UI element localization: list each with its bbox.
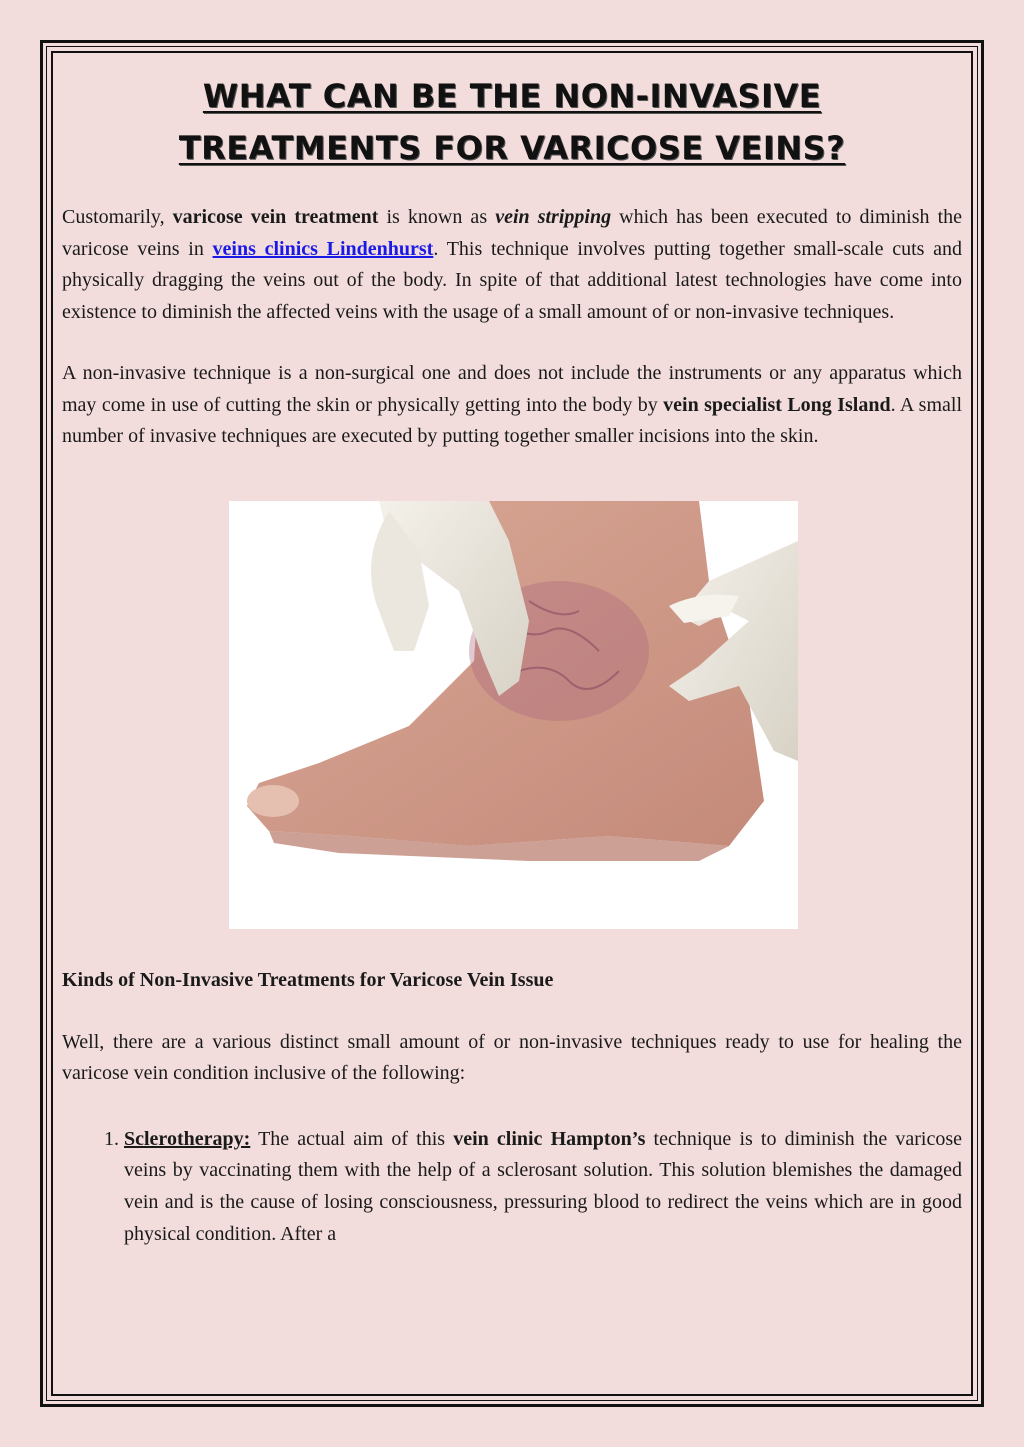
title-line-2: TREATMENTS FOR VARICOSE VEINS? bbox=[178, 129, 846, 167]
list-intro-paragraph: Well, there are a various distinct small amount of or non-invasive techniques ready to use for healing the varicose vein condition inclusive of the following: bbox=[62, 1030, 962, 1084]
title-line-1: WHAT CAN BE THE NON-INVASIVE bbox=[202, 77, 822, 115]
term-sclerotherapy: Sclerotherapy: bbox=[124, 1127, 251, 1150]
treatments-list bbox=[62, 1124, 962, 1251]
text: A non-invasive technique is a non-surgical one and does not include the instruments or any apparatus which may come in use of cutting the skin or physically getting into the body by bbox=[62, 362, 962, 416]
veins-clinics-lindenhurst-link[interactable]: veins clinics Lindenhurst bbox=[212, 237, 434, 260]
italic-term-vein-stripping: vein stripping bbox=[495, 206, 612, 228]
bold-term-vein-clinic-hamptons: vein clinic Hampton’s bbox=[453, 1127, 646, 1150]
text: technique is to diminish the varicose veins by vaccinating them with the help of a sclerosant solution. This solution blemishes the damaged vein and is the cause of losing consciousness, pressuring blood to redirect the veins which are in good physical condition. After a bbox=[124, 1127, 962, 1245]
bold-term-vein-specialist: vein specialist Long Island bbox=[663, 393, 891, 416]
document-body bbox=[62, 62, 962, 1251]
page-title bbox=[62, 70, 962, 174]
list-item bbox=[124, 1124, 962, 1251]
intro-paragraph bbox=[62, 202, 962, 328]
foot-veins-photo bbox=[229, 501, 798, 929]
text: . A small number of invasive techniques are executed by putting together smaller incisions into the skin. bbox=[62, 393, 962, 447]
text: which has been executed to diminish the varicose veins in bbox=[62, 206, 963, 260]
text: Customarily, bbox=[62, 206, 173, 228]
non-invasive-paragraph bbox=[62, 358, 962, 453]
text: is known as bbox=[378, 206, 496, 228]
section-heading: Kinds of Non-Invasive Treatments for Varicose Vein Issue bbox=[62, 968, 554, 991]
text: The actual aim of this bbox=[250, 1127, 454, 1150]
text: . This technique involves putting together small-scale cuts and physically dragging the veins out of the body. In spite of that additional latest technologies have come into existence to diminish the affected veins with the usage of a small amount of or non-invasive techniques. bbox=[62, 237, 963, 323]
bold-term-varicose-vein-treatment: varicose vein treatment bbox=[172, 206, 379, 228]
